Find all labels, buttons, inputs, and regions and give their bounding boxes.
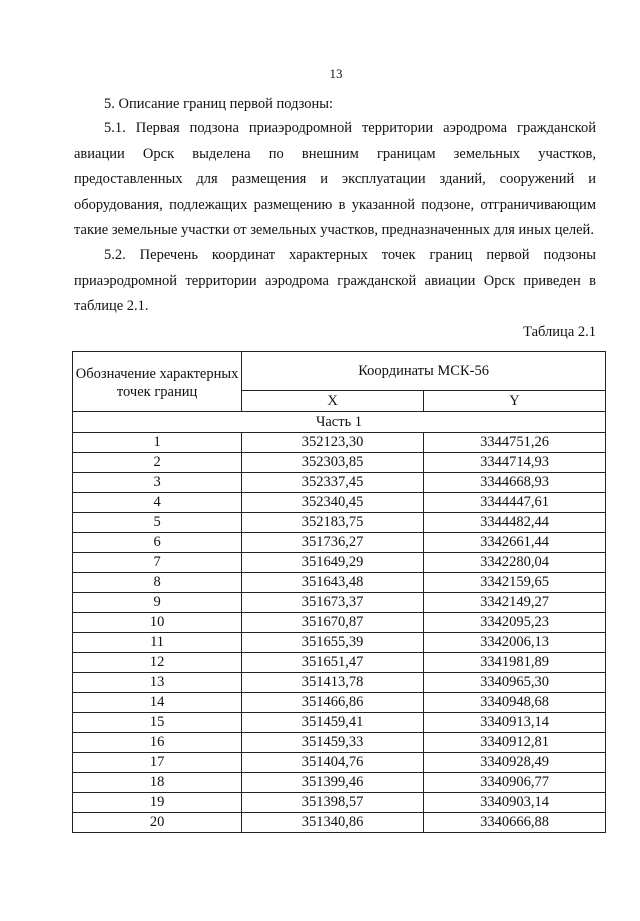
coord-x: 351398,57 [242,793,424,813]
paragraph-5-1 [74,116,596,244]
table-row [73,753,606,773]
coord-y: 3344447,61 [424,493,606,513]
coord-x: 351736,27 [242,533,424,553]
table-row [73,433,606,453]
header-points: Обозначение характерных точек границ [73,352,242,412]
table-row [73,673,606,693]
point-number: 13 [73,673,242,693]
table-row [73,533,606,553]
coord-y: 3344714,93 [424,453,606,473]
table-row [73,733,606,753]
coord-y: 3340903,14 [424,793,606,813]
coord-x: 351655,39 [242,633,424,653]
coord-x: 352183,75 [242,513,424,533]
coord-y: 3342006,13 [424,633,606,653]
part-label: Часть 1 [73,412,606,433]
point-number: 2 [73,453,242,473]
coord-x: 352123,30 [242,433,424,453]
point-number: 6 [73,533,242,553]
section-heading: 5. Описание границ первой подзоны: [104,96,334,112]
table-row [73,793,606,813]
coord-y: 3342159,65 [424,573,606,593]
coord-y: 3340912,81 [424,733,606,753]
point-number: 19 [73,793,242,813]
table-row [73,513,606,533]
coord-x: 352340,45 [242,493,424,513]
coord-x: 351459,41 [242,713,424,733]
coord-x: 351459,33 [242,733,424,753]
table-row [73,493,606,513]
coord-y: 3342095,23 [424,613,606,633]
coord-y: 3340906,77 [424,773,606,793]
point-number: 8 [73,573,242,593]
table-row [73,473,606,493]
table-row [73,613,606,633]
table-row [73,813,606,833]
coord-x: 351643,48 [242,573,424,593]
page-number: 13 [329,66,343,81]
table-row [73,573,606,593]
coord-y: 3342280,04 [424,553,606,573]
point-number: 11 [73,633,242,653]
coord-x: 352303,85 [242,453,424,473]
point-number: 9 [73,593,242,613]
paragraph-5-2-text: 5.2. Перечень координат характерных точек границ первой подзоны приаэродромной территории аэродрома гражданской авиации Орск приведен в таблице 2.1. [74,247,596,314]
coord-y: 3342661,44 [424,533,606,553]
point-number: 20 [73,813,242,833]
coord-y: 3340928,49 [424,753,606,773]
coord-x: 352337,45 [242,473,424,493]
table-row [73,773,606,793]
coord-y: 3342149,27 [424,593,606,613]
table-row [73,653,606,673]
coord-y: 3340965,30 [424,673,606,693]
coord-x: 351649,29 [242,553,424,573]
table-row [73,553,606,573]
header-y: Y [424,391,606,412]
coord-x: 351673,37 [242,593,424,613]
table-row [73,633,606,653]
coord-y: 3344668,93 [424,473,606,493]
point-number: 16 [73,733,242,753]
table-row [73,453,606,473]
coord-y: 3344751,26 [424,433,606,453]
coord-x: 351466,86 [242,693,424,713]
point-number: 12 [73,653,242,673]
coord-x: 351399,46 [242,773,424,793]
coord-y: 3344482,44 [424,513,606,533]
coord-x: 351651,47 [242,653,424,673]
coord-x: 351670,87 [242,613,424,633]
coord-y: 3340666,88 [424,813,606,833]
point-number: 7 [73,553,242,573]
coord-x: 351413,78 [242,673,424,693]
header-x: X [242,391,424,412]
table-row [73,593,606,613]
point-number: 3 [73,473,242,493]
coord-y: 3340913,14 [424,713,606,733]
point-number: 15 [73,713,242,733]
table-row [73,713,606,733]
point-number: 14 [73,693,242,713]
point-number: 5 [73,513,242,533]
coord-y: 3340948,68 [424,693,606,713]
point-number: 17 [73,753,242,773]
table-caption: Таблица 2.1 [523,324,596,340]
table-row [73,693,606,713]
point-number: 4 [73,493,242,513]
coord-x: 351340,86 [242,813,424,833]
coord-x: 351404,76 [242,753,424,773]
paragraph-5-2 [74,243,596,320]
point-number: 1 [73,433,242,453]
header-coordinates: Координаты МСК-56 [242,352,606,391]
point-number: 10 [73,613,242,633]
coord-y: 3341981,89 [424,653,606,673]
coordinates-table [72,351,606,833]
point-number: 18 [73,773,242,793]
paragraph-5-1-text: 5.1. Первая подзона приаэродромной территории аэродрома гражданской авиации Орск выделена по внешним границам земельных участков, предоставленных для размещения и эксплуатации зданий, сооружений и оборудования, подлежащих размещению в указанной подзоне, отграничивающим такие земельные участки от земельных участков, предназначенных для иных целей. [74,120,596,238]
